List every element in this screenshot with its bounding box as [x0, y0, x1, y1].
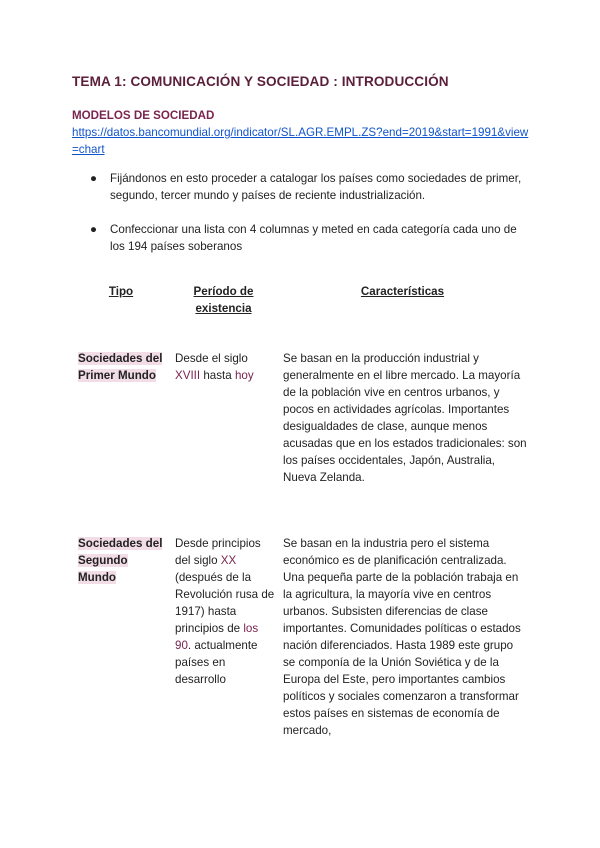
table-row-1-caracteristicas: Se basan en la producción industrial y generalmente en el libre mercado. La mayoría de la población vive en centros urbanos, y pocos en actividades agrícolas. Importantes desigualdades de clase, aunque menos acusadas que en los estados tradicionales: son los países occidentales, Japón, Australia, Nueva Zelanda. — [283, 352, 527, 484]
header-periodo: Período de existencia — [193, 285, 254, 315]
page-title: TEMA 1: COMUNICACIÓN Y SOCIEDAD : INTRODUCCIÓN — [72, 74, 449, 89]
periodo-text: . actualmente países en desarrollo — [175, 639, 258, 686]
periodo-accent: hoy — [234, 369, 254, 382]
table-row-2-periodo — [175, 535, 275, 688]
periodo-text: hasta — [200, 369, 235, 382]
periodo-text: Desde el siglo — [175, 352, 248, 365]
bullet-icon: ● — [90, 223, 98, 236]
bullet-text: Confeccionar una lista con 4 columnas y meted en cada categoría cada uno de los 194 países soberanos — [110, 223, 517, 253]
periodo-text: Desde principios del siglo — [175, 537, 261, 567]
list-item — [90, 221, 530, 255]
tipo-label: Sociedades del Primer Mundo — [78, 352, 163, 382]
list-item — [90, 170, 530, 204]
world-bank-link[interactable]: https://datos.bancomundial.org/indicator/SL.AGR.EMPL.ZS?end=2019&start=1991&view=chart — [72, 126, 529, 156]
table-row-2-tipo — [78, 535, 166, 586]
header-caracteristicas: Características — [360, 285, 445, 298]
periodo-text: (después de la Revolución rusa de 1917) hasta principios de — [175, 571, 275, 635]
bullet-text: Fijándonos en esto proceder a catalogar los países como sociedades de primer, segundo, tercer mundo y países de reciente industrialización. — [110, 172, 522, 202]
periodo-accent: los 90 — [175, 622, 259, 652]
table-row-1-periodo — [175, 350, 275, 384]
section-heading: MODELOS DE SOCIEDAD — [72, 109, 215, 122]
periodo-accent: XX — [220, 554, 237, 567]
bullet-list — [90, 170, 530, 272]
table-row-1-tipo — [78, 350, 166, 384]
periodo-accent: XVIII — [175, 369, 201, 382]
tipo-label: Sociedades del Segundo Mundo — [78, 537, 163, 584]
table-row-2-caracteristicas: Se basan en la industria pero el sistema económico es de planificación centralizada. Una pequeña parte de la población trabaja en la agricultura, la mayoría vive en centros urbanos. Subsisten diferencias de clase importantes. Comunidades políticas o estados nación diferenciados. Hasta 1989 este grupo se componía de la Unión Soviética y de la Europa del Este, pero importantes cambios políticos y sociales comenzaron a transformar estos países en sistemas de economía de mercado, — [283, 537, 521, 737]
bullet-icon: ● — [90, 172, 98, 185]
header-tipo: Tipo — [108, 285, 134, 298]
